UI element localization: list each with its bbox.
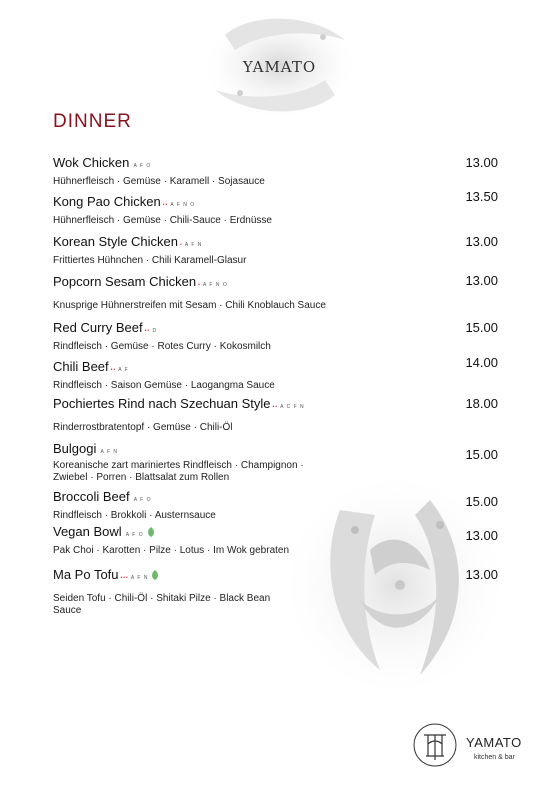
item-price: 13.50 (465, 189, 498, 204)
item-name: Pochiertes Rind nach Szechuan Style (53, 396, 271, 411)
item-description: Knusprige Hühnerstreifen mit Sesam · Chili Knoblauch Sauce (53, 300, 326, 311)
item-description: Rinderrostbratentopf · Gemüse · Chili-Öl (53, 422, 233, 433)
item-name: Wok Chicken (53, 155, 130, 170)
allergen-codes: A F N (100, 449, 119, 455)
allergen-codes: •• A F N O (162, 202, 196, 208)
item-price: 13.00 (465, 155, 498, 170)
allergen-codes: • A F N O (198, 282, 228, 288)
menu-item (53, 359, 503, 392)
item-description: Pak Choi · Karotten · Pilze · Lotus · Im Wok gebraten (53, 545, 290, 556)
section-title: DINNER (53, 111, 132, 132)
menu-item (53, 320, 503, 353)
footer-brand (412, 722, 542, 770)
item-description: Hühnerfleisch · Gemüse · Chili-Sauce · Erdnüsse (53, 215, 272, 226)
item-price: 13.00 (465, 567, 498, 582)
menu-item (53, 194, 503, 227)
item-name: Red Curry Beef (53, 320, 143, 335)
item-description: Rindfleisch · Saison Gemüse · Laogangma Sauce (53, 380, 275, 391)
item-name: Bulgogi (53, 441, 97, 456)
menu-item (53, 274, 503, 312)
item-name: Broccoli Beef (53, 489, 130, 504)
menu-item (53, 489, 503, 522)
item-name: Korean Style Chicken (53, 234, 179, 249)
menu-item (53, 396, 503, 434)
vegan-leaf-icon (151, 570, 159, 580)
menu-item (53, 155, 503, 188)
item-description: Seiden Tofu · Chili-Öl · Shitaki Pilze · Black Bean Sauce (53, 593, 271, 616)
item-name: Vegan Bowl (53, 524, 122, 539)
allergen-codes: A F O (133, 497, 152, 503)
item-price: 18.00 (465, 396, 498, 411)
menu-item (53, 234, 503, 267)
item-price: 13.00 (465, 528, 498, 543)
vegan-leaf-icon (147, 527, 155, 537)
item-name: Popcorn Sesam Chicken (53, 274, 197, 289)
item-price: 15.00 (465, 494, 498, 509)
item-price: 15.00 (465, 447, 498, 462)
item-description: Frittiertes Hühnchen · Chili Karamell-Glasur (53, 255, 247, 266)
allergen-codes: •• A F (110, 367, 129, 373)
item-price: 13.00 (465, 234, 498, 249)
item-description: Hühnerfleisch · Gemüse · Karamell · Sojasauce (53, 176, 265, 187)
allergen-codes: •• D (144, 328, 158, 334)
allergen-codes: A F O (133, 163, 152, 169)
item-name: Kong Pao Chicken (53, 194, 161, 209)
item-price: 14.00 (465, 355, 498, 370)
allergen-codes: • A F N (180, 242, 203, 248)
brand-logo-icon (412, 722, 458, 768)
item-description: Rindfleisch · Brokkoli · Austernsauce (53, 510, 216, 521)
item-price: 15.00 (465, 320, 498, 335)
menu-item (53, 441, 503, 484)
brand-subtitle: kitchen & bar (474, 754, 515, 761)
item-name: Ma Po Tofu (53, 567, 119, 582)
item-price: 13.00 (465, 273, 498, 288)
header-logo: YAMATO (242, 58, 317, 76)
allergen-codes: ••• A F N (120, 575, 149, 581)
menu-item (53, 567, 503, 617)
menu-item (53, 524, 503, 557)
item-name: Chili Beef (53, 359, 109, 374)
brand-name: YAMATO (466, 735, 522, 750)
item-description: Rindfleisch · Gemüse · Rotes Curry · Kokosmilch (53, 341, 271, 352)
item-description: Koreanische zart mariniertes Rindfleisch · Champignon · Zwiebel · Porren · Blattsalat zum Rollen (53, 460, 304, 483)
allergen-codes: A F O (125, 532, 144, 538)
allergen-codes: •• A C F N (272, 404, 305, 410)
